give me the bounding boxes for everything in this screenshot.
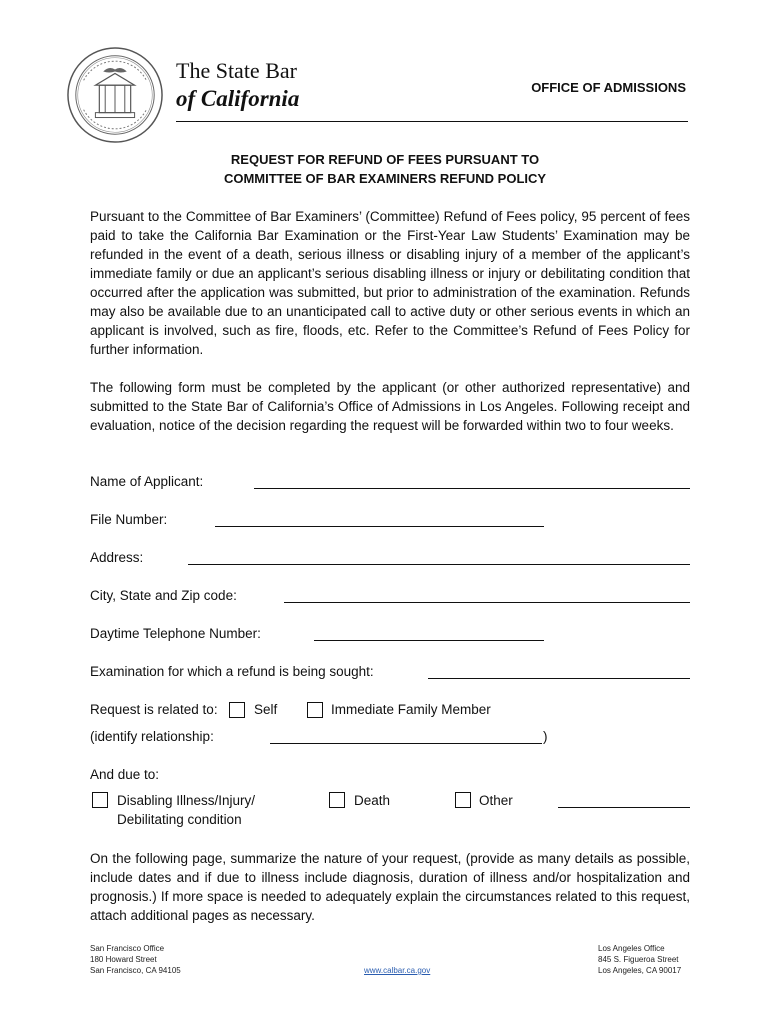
exam-label: Examination for which a refund is being sought:: [90, 664, 374, 679]
phone-label: Daytime Telephone Number:: [90, 626, 261, 641]
phone-field[interactable]: [314, 640, 544, 641]
family-label: Immediate Family Member: [331, 702, 491, 717]
death-checkbox[interactable]: [329, 792, 345, 808]
disabling-label-line1: Disabling Illness/Injury/: [117, 793, 256, 808]
file-number-field[interactable]: [215, 526, 544, 527]
name-label: Name of Applicant:: [90, 474, 204, 489]
sf-office-city: San Francisco, CA 94105: [90, 966, 181, 975]
death-label: Death: [354, 793, 391, 808]
header-divider: [176, 121, 688, 122]
form-title-line2: COMMITTEE OF BAR EXAMINERS REFUND POLICY: [223, 171, 547, 186]
disabling-checkbox[interactable]: [92, 792, 108, 808]
disabling-label-line2: Debilitating condition: [117, 812, 242, 827]
org-title-line1: The State Bar: [176, 58, 297, 83]
other-label: Other: [479, 793, 513, 808]
intro-paragraph: Pursuant to the Committee of Bar Examiners’ (Committee) Refund of Fees policy, 95 percent of fees paid to take the California Bar Examination or the First-Year Law Students’ Examination may be refunded in the event of a death, serious illness or disabling injury of a member of the applicant’s immediate family or due an applicant’s serious disabling illness or injury or debilitating condition that occurred after the application was submitted, but prior to administration of the examination. Refunds may also be available due to an unanticipated call to active duty or other serious events in which an applicant is involved, such as fire, floods, etc. Refer to the Committee’s Refund of Fees Policy for further information.: [90, 209, 690, 357]
address-label: Address:: [90, 550, 144, 565]
website-link[interactable]: www.calbar.ca.gov: [364, 966, 431, 975]
address-field[interactable]: [188, 564, 690, 565]
sf-office-street: 180 Howard Street: [90, 955, 157, 964]
la-office-street: 845 S. Figueroa Street: [598, 955, 679, 964]
due-to-label: And due to:: [90, 767, 160, 782]
self-checkbox[interactable]: [229, 702, 245, 718]
other-field[interactable]: [558, 807, 690, 808]
file-number-label: File Number:: [90, 512, 168, 527]
office-label: OFFICE OF ADMISSIONS: [531, 80, 686, 95]
instructions-paragraph: The following form must be completed by the applicant (or other authorized representative) and submitted to the State Bar of California’s Office of Admissions in Los Angeles. Following receipt and evaluation, notice of the decision regarding the request will be forwarded within two to four weeks.: [90, 380, 690, 433]
state-bar-seal: [66, 46, 164, 144]
relationship-close-paren: ): [543, 729, 548, 744]
other-checkbox[interactable]: [455, 792, 471, 808]
sf-office-name: San Francisco Office: [90, 944, 165, 953]
form-title-line1: REQUEST FOR REFUND OF FEES PURSUANT TO: [230, 152, 540, 167]
sf-office-address: [90, 943, 181, 976]
city-state-zip-field[interactable]: [284, 602, 690, 603]
request-label: Request is related to:: [90, 702, 218, 717]
exam-field[interactable]: [428, 678, 690, 679]
relationship-field[interactable]: [270, 743, 542, 744]
city-state-zip-label: City, State and Zip code:: [90, 588, 237, 603]
family-checkbox[interactable]: [307, 702, 323, 718]
summary-paragraph: On the following page, summarize the nature of your request, (provide as many details as possible, include dates and if due to illness include diagnosis, duration of illness and/or hospitalization and prognosis.) If more space is needed to adequately explain the circumstances related to this request, attach additional pages as necessary.: [90, 851, 690, 923]
relationship-label: (identify relationship:: [90, 729, 214, 744]
name-field[interactable]: [254, 488, 690, 489]
la-office-address: [598, 943, 681, 976]
la-office-name: Los Angeles Office: [598, 944, 665, 953]
org-title-line2: of California: [176, 86, 300, 111]
la-office-city: Los Angeles, CA 90017: [598, 966, 682, 975]
self-label: Self: [254, 702, 278, 717]
